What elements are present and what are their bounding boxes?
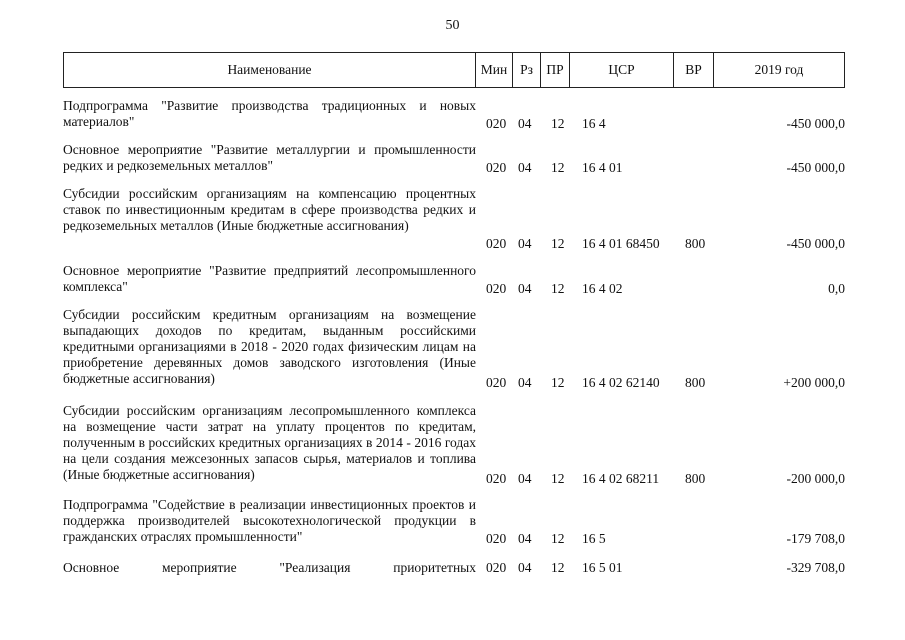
row-csr: 16 4 02 <box>582 281 623 296</box>
row-name: Основное мероприятие "Развитие предприятий лесопромышленного комплекса" <box>63 263 476 294</box>
row-rz: 04 <box>518 116 532 131</box>
row-name: Основное мероприятие "Развитие металлургии и промышленности редких и редкоземельных металлов" <box>63 142 476 173</box>
table-header <box>63 52 845 88</box>
row-value: -179 708,0 <box>786 531 845 546</box>
header-csr: ЦСР <box>570 53 674 87</box>
row-rz: 04 <box>518 281 532 296</box>
table-row <box>63 186 845 252</box>
row-csr: 16 4 01 <box>582 160 623 175</box>
row-vr: 800 <box>685 471 706 486</box>
row-min: 020 <box>486 160 507 175</box>
row-csr: 16 4 02 62140 <box>582 375 660 390</box>
header-pr: ПР <box>541 53 570 87</box>
row-pr: 12 <box>551 560 565 575</box>
row-min: 020 <box>486 375 507 390</box>
row-csr: 16 4 01 68450 <box>582 236 660 251</box>
table-row <box>63 560 845 578</box>
row-name: Субсидии российским кредитным организациям на возмещение выпадающих доходов по кредитам, выданным российскими кредитными организациями в 2018 - 2020 годах физическим лицам на приобретение деревянных домов заводского изготовления (Иные бюджетные ассигнования) <box>63 307 476 386</box>
row-rz: 04 <box>518 375 532 390</box>
header-min: Мин <box>476 53 513 87</box>
row-name: Подпрограмма "Содействие в реализации инвестиционных проектов и поддержка производителей высокотехнологической продукции в гражданских отраслях промышленности" <box>63 497 476 544</box>
row-min: 020 <box>486 531 507 546</box>
row-vr: 800 <box>685 236 706 251</box>
header-vr: ВР <box>674 53 714 87</box>
table-row <box>63 142 845 176</box>
row-min: 020 <box>486 236 507 251</box>
row-rz: 04 <box>518 560 532 575</box>
row-vr: 800 <box>685 375 706 390</box>
table-row <box>63 307 845 389</box>
page-number: 50 <box>445 18 460 33</box>
row-pr: 12 <box>551 116 565 131</box>
row-name: Субсидии российским организациям на компенсацию процентных ставок по инвестиционным кредитам в сфере производства редких и редкоземельных металлов (Иные бюджетные ассигнования) <box>63 186 476 233</box>
row-name: Основное мероприятие "Реализация приоритетных <box>63 560 476 575</box>
row-pr: 12 <box>551 236 565 251</box>
row-rz: 04 <box>518 471 532 486</box>
row-pr: 12 <box>551 160 565 175</box>
row-value: -200 000,0 <box>786 471 845 486</box>
row-pr: 12 <box>551 375 565 390</box>
table-row <box>63 263 845 297</box>
table-row <box>63 98 845 132</box>
row-value: -450 000,0 <box>786 236 845 251</box>
row-rz: 04 <box>518 236 532 251</box>
row-name: Субсидии российским организациям лесопромышленного комплекса на возмещение части затрат на уплату процентов по кредитам, полученным в российских кредитных организациях в 2014 - 2016 годах на цели создания межсезонных запасов сырья, материалов и топлива (Иные бюджетные ассигнования) <box>63 403 476 482</box>
row-pr: 12 <box>551 471 565 486</box>
row-csr: 16 5 01 <box>582 560 623 575</box>
row-min: 020 <box>486 116 507 131</box>
header-name: Наименование <box>64 53 476 87</box>
row-pr: 12 <box>551 281 565 296</box>
row-name: Подпрограмма "Развитие производства традиционных и новых материалов" <box>63 98 476 129</box>
row-min: 020 <box>486 471 507 486</box>
row-min: 020 <box>486 281 507 296</box>
row-rz: 04 <box>518 160 532 175</box>
row-value: -450 000,0 <box>786 160 845 175</box>
header-rz: Рз <box>513 53 541 87</box>
row-min: 020 <box>486 560 507 575</box>
header-year: 2019 год <box>754 62 804 77</box>
row-pr: 12 <box>551 531 565 546</box>
row-value: -450 000,0 <box>786 116 845 131</box>
row-value: -329 708,0 <box>786 560 845 575</box>
row-rz: 04 <box>518 531 532 546</box>
row-value: 0,0 <box>828 281 845 296</box>
table-row <box>63 497 845 547</box>
row-csr: 16 4 <box>582 116 606 131</box>
row-csr: 16 5 <box>582 531 606 546</box>
table-row <box>63 403 845 485</box>
row-value: +200 000,0 <box>783 375 845 390</box>
row-csr: 16 4 02 68211 <box>582 471 660 486</box>
